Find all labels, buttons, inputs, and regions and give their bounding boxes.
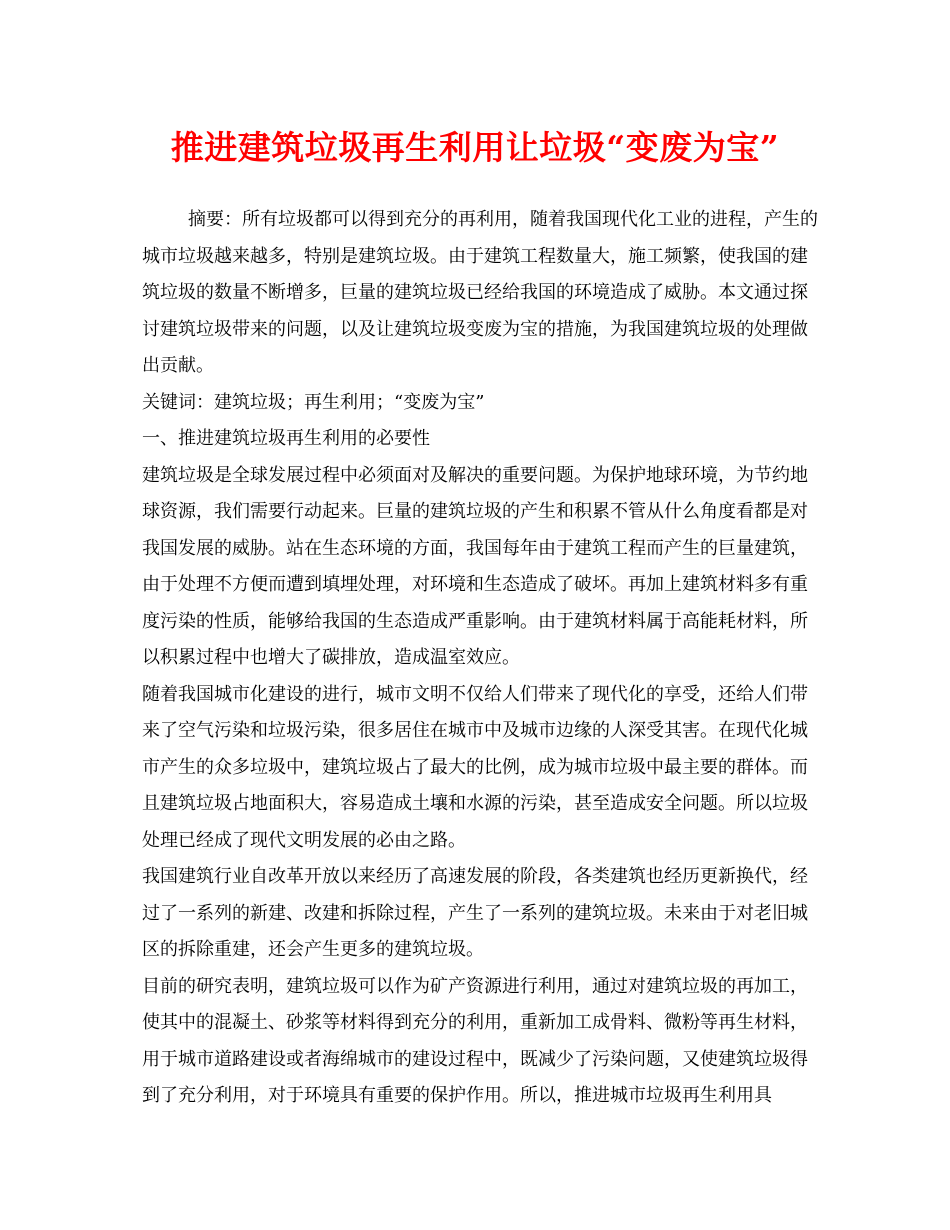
keywords-line: 关键词：建筑垃圾；再生利用；“变废为宝” (142, 391, 485, 413)
document-title: 推进建筑垃圾再生利用让垃圾“变废为宝” (170, 128, 780, 167)
document-body (142, 202, 822, 1115)
body-paragraph-3: 我国建筑行业自改革开放以来经历了高速发展的阶段，各类建筑也经历更新换代，经过了一系列的新建、改建和拆除过程，产生了一系列的建筑垃圾。未来由于对老旧城区的拆除重建，还会产生更多的建筑垃圾。 (142, 866, 808, 960)
section-heading: 一、推进建筑垃圾再生利用的必要性 (142, 428, 430, 449)
body-paragraph-2: 随着我国城市化建设的进行，城市文明不仅给人们带来了现代化的享受，还给人们带来了空气污染和垃圾污染，很多居住在城市中及城市边缘的人深受其害。在现代化城市产生的众多垃圾中，建筑垃圾占了最大的比例，成为城市垃圾中最主要的群体。而且建筑垃圾占地面积大，容易造成土壤和水源的污染，甚至造成安全问题。所以垃圾处理已经成了现代文明发展的必由之路。 (142, 683, 808, 851)
body-paragraph-4: 目前的研究表明，建筑垃圾可以作为矿产资源进行利用，通过对建筑垃圾的再加工，使其中的混凝土、砂浆等材料得到充分的利用，重新加工成骨料、微粉等再生材料，用于城市道路建设或者海绵城市的建设过程中，既减少了污染问题，又使建筑垃圾得到了充分利用，对于环境具有重要的保护作用。所以，推进城市垃圾再生利用具 (142, 975, 808, 1106)
abstract-paragraph: 摘要：所有垃圾都可以得到充分的再利用，随着我国现代化工业的进程，产生的城市垃圾越来越多，特别是建筑垃圾。由于建筑工程数量大，施工频繁，使我国的建筑垃圾的数量不断增多，巨量的建筑垃圾已经给我国的环境造成了威胁。本文通过探讨建筑垃圾带来的问题，以及让建筑垃圾变废为宝的措施，为我国建筑垃圾的处理做出贡献。 (142, 209, 818, 376)
body-paragraph-1: 建筑垃圾是全球发展过程中必须面对及解决的重要问题。为保护地球环境，为节约地球资源，我们需要行动起来。巨量的建筑垃圾的产生和积累不管从什么角度看都是对我国发展的威胁。站在生态环境的方面，我国每年由于建筑工程而产生的巨量建筑，由于处理不方便而遭到填埋处理，对环境和生态造成了破坏。再加上建筑材料多有重度污染的性质，能够给我国的生态造成严重影响。由于建筑材料属于高能耗材料，所以积累过程中也增大了碳排放，造成温室效应。 (142, 464, 808, 668)
